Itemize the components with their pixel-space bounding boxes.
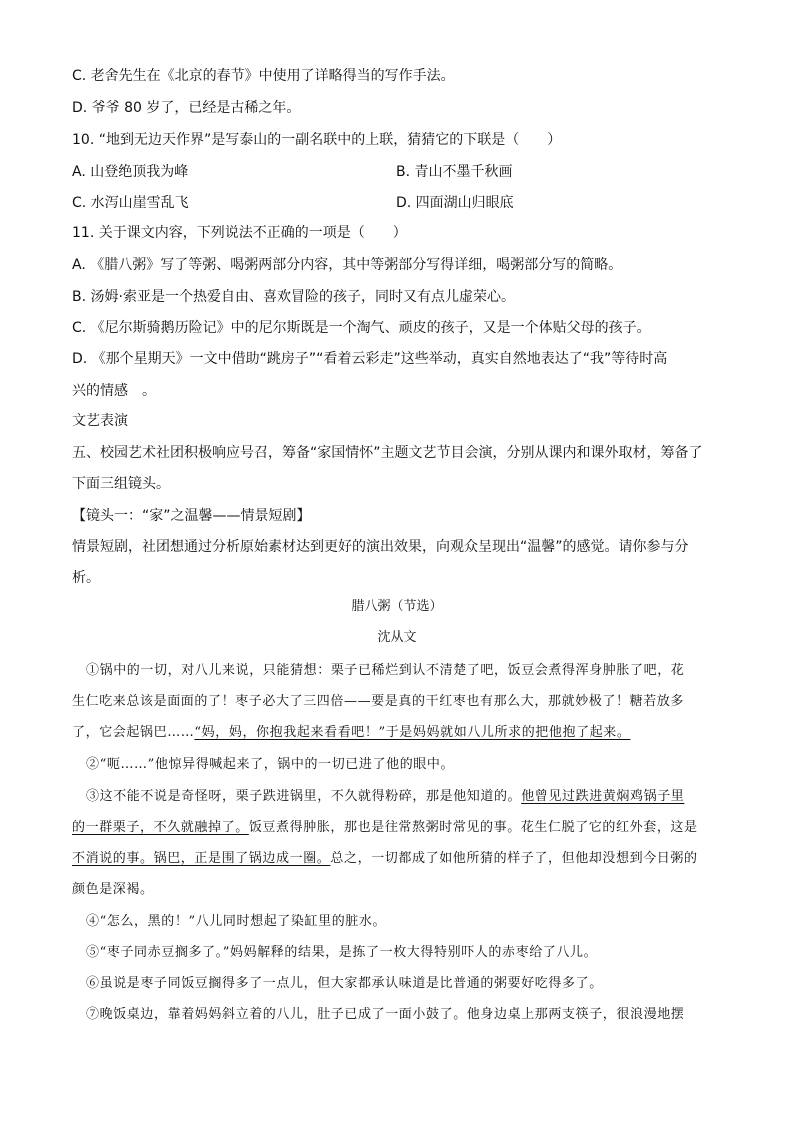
passage-p1-line-1: ①锅中的一切，对八儿来说，只能猜想：栗子已稀烂到认不清楚了吧，饭豆会煮得浑身肿胀了吧，花 — [86, 663, 685, 678]
q11-option-b: B. 汤姆·索亚是一个热爱自由、喜欢冒险的孩子，同时又有点儿虚荣心。 — [72, 289, 515, 305]
passage-p3-underlined-1: 他曾见过跌进黄焖鸡锅子里 — [521, 789, 685, 804]
passage-p3-line-2 — [72, 819, 722, 837]
scene1-heading: 【镜头一：“家”之温馨——情景短剧】 — [72, 508, 311, 524]
passage-p3-line-2-text: 饭豆煮得肿胀，那也是往常熬粥时常见的事。花生仁脱了它的红外套，这是 — [248, 820, 698, 835]
q11-option-a: A. 《腊八粥》写了等粥、喝粥两部分内容，其中等粥部分写得详细，喝粥部分写的简略。 — [72, 257, 623, 273]
passage-p1-line-2: 生仁吃来总该是面面的了！枣子必大了三四倍——要是真的干红枣也有那么大，那就妙极了！糖若放多 — [72, 694, 685, 709]
q9-option-c: C. 老舍先生在《北京的春节》中使用了详略得当的写作手法。 — [72, 68, 455, 84]
passage-p3-underlined-2: 的一群栗子，不久就融掉了。 — [72, 820, 249, 835]
scene1-desc-line-2: 析。 — [72, 570, 100, 586]
passage-author: 沈从文 — [377, 630, 417, 645]
section-intro-line-2: 下面三组镜头。 — [72, 476, 170, 492]
passage-p7: ⑦晚饭桌边，靠着妈妈斜立着的八儿，肚子已成了一面小鼓了。他身边桌上那两支筷子，很浪漫地摆 — [86, 1007, 685, 1022]
q11-option-d-line-2: 兴的情感 。 — [72, 383, 156, 399]
passage-p6: ⑥虽说是枣子同饭豆搁得多了一点儿，但大家都承认味道是比普通的粥要好吃得多了。 — [86, 976, 603, 991]
passage-p2: ②“呃……”他惊异得喊起来了，锅中的一切已进了他的眼中。 — [86, 757, 455, 772]
q10-option-c: C. 水泻山崖雪乱飞 — [72, 195, 189, 211]
section-intro-line-1: 五、校园艺术社团积极响应号召，筹备“家国情怀”主题文艺节目会演，分别从课内和课外取材，筹备了 — [72, 445, 703, 461]
passage-p3-underlined-3: 不消说的事。锅巴，正是围了锅边成一圈。 — [72, 851, 331, 866]
passage-title: 腊八粥（节选） — [351, 599, 443, 614]
section-label: 文艺表演 — [72, 413, 128, 429]
passage-p5: ⑤“枣子同赤豆搁多了。”妈妈解释的结果，是拣了一枚大得特别吓人的赤枣给了八儿。 — [86, 945, 598, 960]
passage-p3-line-1 — [72, 788, 722, 806]
passage-p1-line-3 — [72, 724, 722, 742]
q10-option-d: D. 四面湖山归眼底 — [396, 195, 514, 211]
q9-option-d: D. 爷爷 80 岁了，已经是古稀之年。 — [72, 100, 301, 116]
passage-p3-line-4: 颜色是深褐。 — [72, 882, 154, 897]
passage-p4: ④“怎么，黑的！”八儿同时想起了染缸里的脏水。 — [86, 914, 387, 929]
q10-option-b: B. 青山不墨千秋画 — [396, 164, 513, 180]
q11-option-c: C. 《尼尔斯骑鹅历险记》中的尼尔斯既是一个淘气、顽皮的孩子，又是一个体贴父母的孩子。 — [72, 320, 651, 336]
passage-p1-line-3-text: 了，它会起锅巴…… — [72, 725, 195, 740]
passage-p3-line-1-text: ③这不能不说是奇怪呀，栗子跌进锅里，不久就得粉碎，那是他知道的。 — [86, 789, 522, 804]
passage-p3-line-3-text: 总之，一切都成了如他所猜的样子了，但他却没想到今日粥的 — [330, 851, 698, 866]
scene1-desc-line-1: 情景短剧，社团想通过分析原始素材达到更好的演出效果，向观众呈现出“温馨”的感觉。请你参与分 — [72, 539, 689, 555]
q10-option-a: A. 山登绝顶我为峰 — [72, 164, 189, 180]
q10-stem: 10. “地到无边天作界”是写泰山的一副名联中的上联，猜猜它的下联是（ ） — [72, 132, 562, 148]
passage-p3-line-3 — [72, 850, 722, 868]
q11-stem: 11. 关于课文内容，下列说法不正确的一项是（ ） — [72, 225, 407, 241]
passage-p1-underlined: “妈，妈，你抱我起来看看吧！”于是妈妈就如八儿所求的把他抱了起来。 — [194, 725, 631, 740]
q11-option-d-line-1: D. 《那个星期天》一文中借助“跳房子”“看着云彩走”这些举动，真实自然地表达了“我”等待时高 — [72, 351, 668, 367]
